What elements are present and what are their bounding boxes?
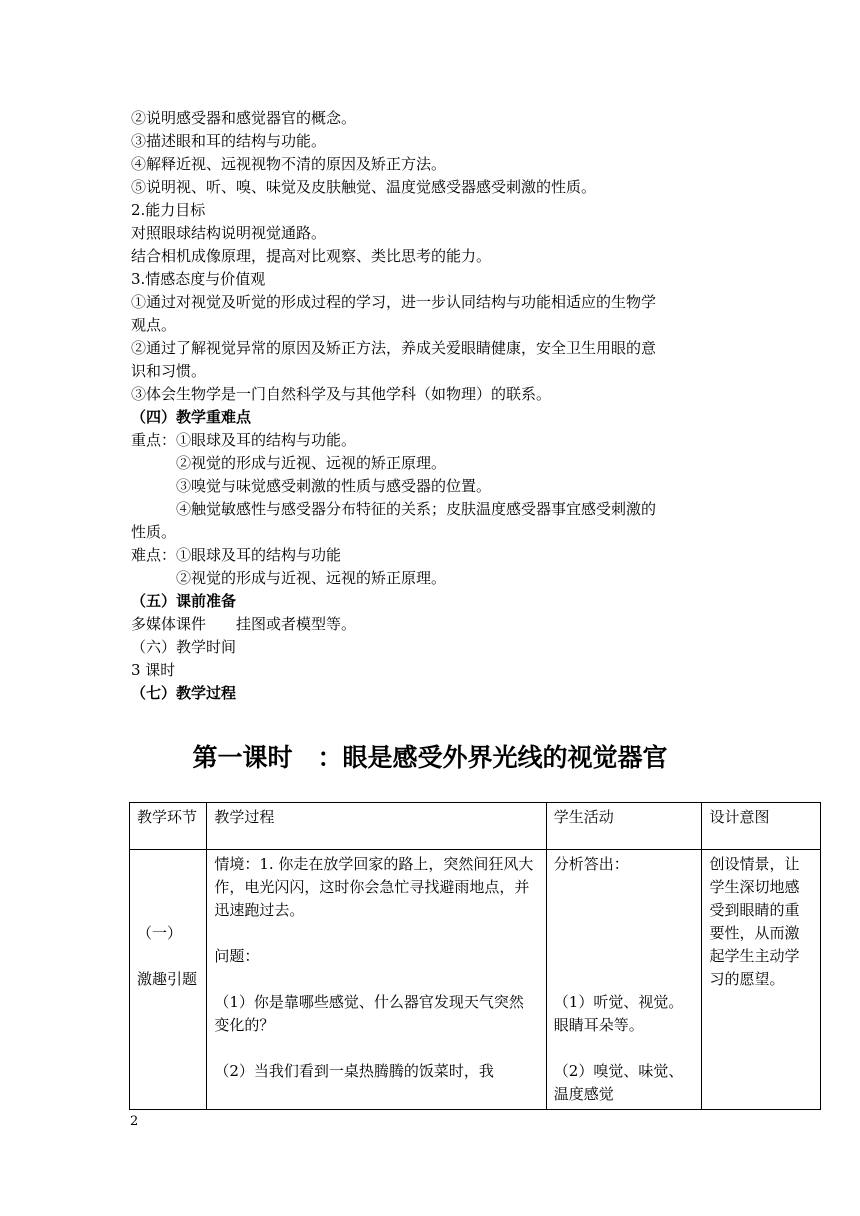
process-paragraph: 问题： — [214, 947, 260, 965]
lesson-table — [129, 802, 821, 1110]
design-intent-cell: 创设情景，让学生深切地感受到眼睛的重要性，从而激起学生主动学习的愿望。 — [702, 850, 821, 1110]
header-design-intent: 设计意图 — [702, 803, 821, 850]
section-heading: （四）教学重难点 — [131, 408, 252, 426]
student-activity-cell — [546, 850, 702, 1110]
text-line: ③体会生物学是一门自然科学及与其他学科（如物理）的联系。 — [131, 385, 552, 403]
section-heading: （七）教学过程 — [131, 684, 237, 702]
text-line: ⑤说明视、听、嗅、味觉及皮肤触觉、温度觉感受器感受刺激的性质。 — [131, 178, 597, 196]
text-line: （六）教学时间 — [131, 638, 237, 656]
text-line: 2.能力目标 — [131, 201, 206, 219]
text-line: ②视觉的形成与近视、远视的矫正原理。 — [176, 454, 447, 472]
text-line: ④解释近视、远视视物不清的原因及矫正方法。 — [131, 155, 447, 173]
table-header-row — [130, 803, 821, 850]
text-line: ④触觉敏感性与感受器分布特征的关系；皮肤温度感受器事宜感受刺激的 — [176, 500, 657, 518]
text-line: ②通过了解视觉异常的原因及矫正方法，养成关爱眼睛健康，安全卫生用眼的意 — [131, 339, 657, 357]
text-line: ③描述眼和耳的结构与功能。 — [131, 132, 327, 150]
text-line: 难点：①眼球及耳的结构与功能 — [131, 546, 342, 564]
lesson-title: 第一课时 ：眼是感受外界光线的视觉器官 — [192, 743, 668, 772]
section-heading: （五）课前准备 — [131, 592, 237, 610]
text-line: ②视觉的形成与近视、远视的矫正原理。 — [176, 569, 447, 587]
text-line: 重点：①眼球及耳的结构与功能。 — [131, 431, 357, 449]
process-paragraph: 情境：1. 你走在放学回家的路上，突然间狂风大作，电光闪闪，这时你会急忙寻找避雨地点，并迅速跑过去。 — [214, 855, 534, 919]
header-student-activity: 学生活动 — [546, 803, 702, 850]
stage-cell — [130, 850, 207, 1110]
text-line: ①通过对视觉及听觉的形成过程的学习，进一步认同结构与功能相适应的生物学 — [131, 293, 657, 311]
header-teaching-stage: 教学环节 — [130, 803, 207, 850]
text-line: 性质。 — [131, 523, 177, 541]
text-line: 识和习惯。 — [131, 362, 207, 380]
text-line: 观点。 — [131, 316, 177, 334]
text-line: 3 课时 — [131, 661, 176, 679]
student-paragraph: （2）嗅觉、味觉、温度感觉 — [553, 1062, 684, 1103]
text-line: 多媒体课件 挂图或者模型等。 — [131, 615, 357, 633]
text-line: 3.情感态度与价值观 — [131, 270, 266, 288]
text-line: 对照眼球结构说明视觉通路。 — [131, 224, 327, 242]
text-line: ②说明感受器和感觉器官的概念。 — [131, 109, 357, 127]
stage-name: 激趣引题 — [137, 970, 198, 988]
student-paragraph: 分析答出： — [553, 855, 629, 873]
header-teaching-process: 教学过程 — [207, 803, 546, 850]
page-number: 2 — [130, 1114, 139, 1129]
student-paragraph: （1）听觉、视觉。眼睛耳朵等。 — [553, 993, 684, 1034]
text-line: ③嗅觉与味觉感受刺激的性质与感受器的位置。 — [176, 477, 492, 495]
text-line: 结合相机成像原理，提高对比观察、类比思考的能力。 — [131, 247, 492, 265]
table-row — [130, 850, 821, 1110]
process-cell — [207, 850, 546, 1110]
process-paragraph: （1）你是靠哪些感觉、什么器官发现天气突然变化的？ — [214, 993, 524, 1034]
process-paragraph: （2）当我们看到一桌热腾腾的饭菜时，我 — [214, 1062, 494, 1080]
stage-number: （一） — [137, 924, 183, 942]
